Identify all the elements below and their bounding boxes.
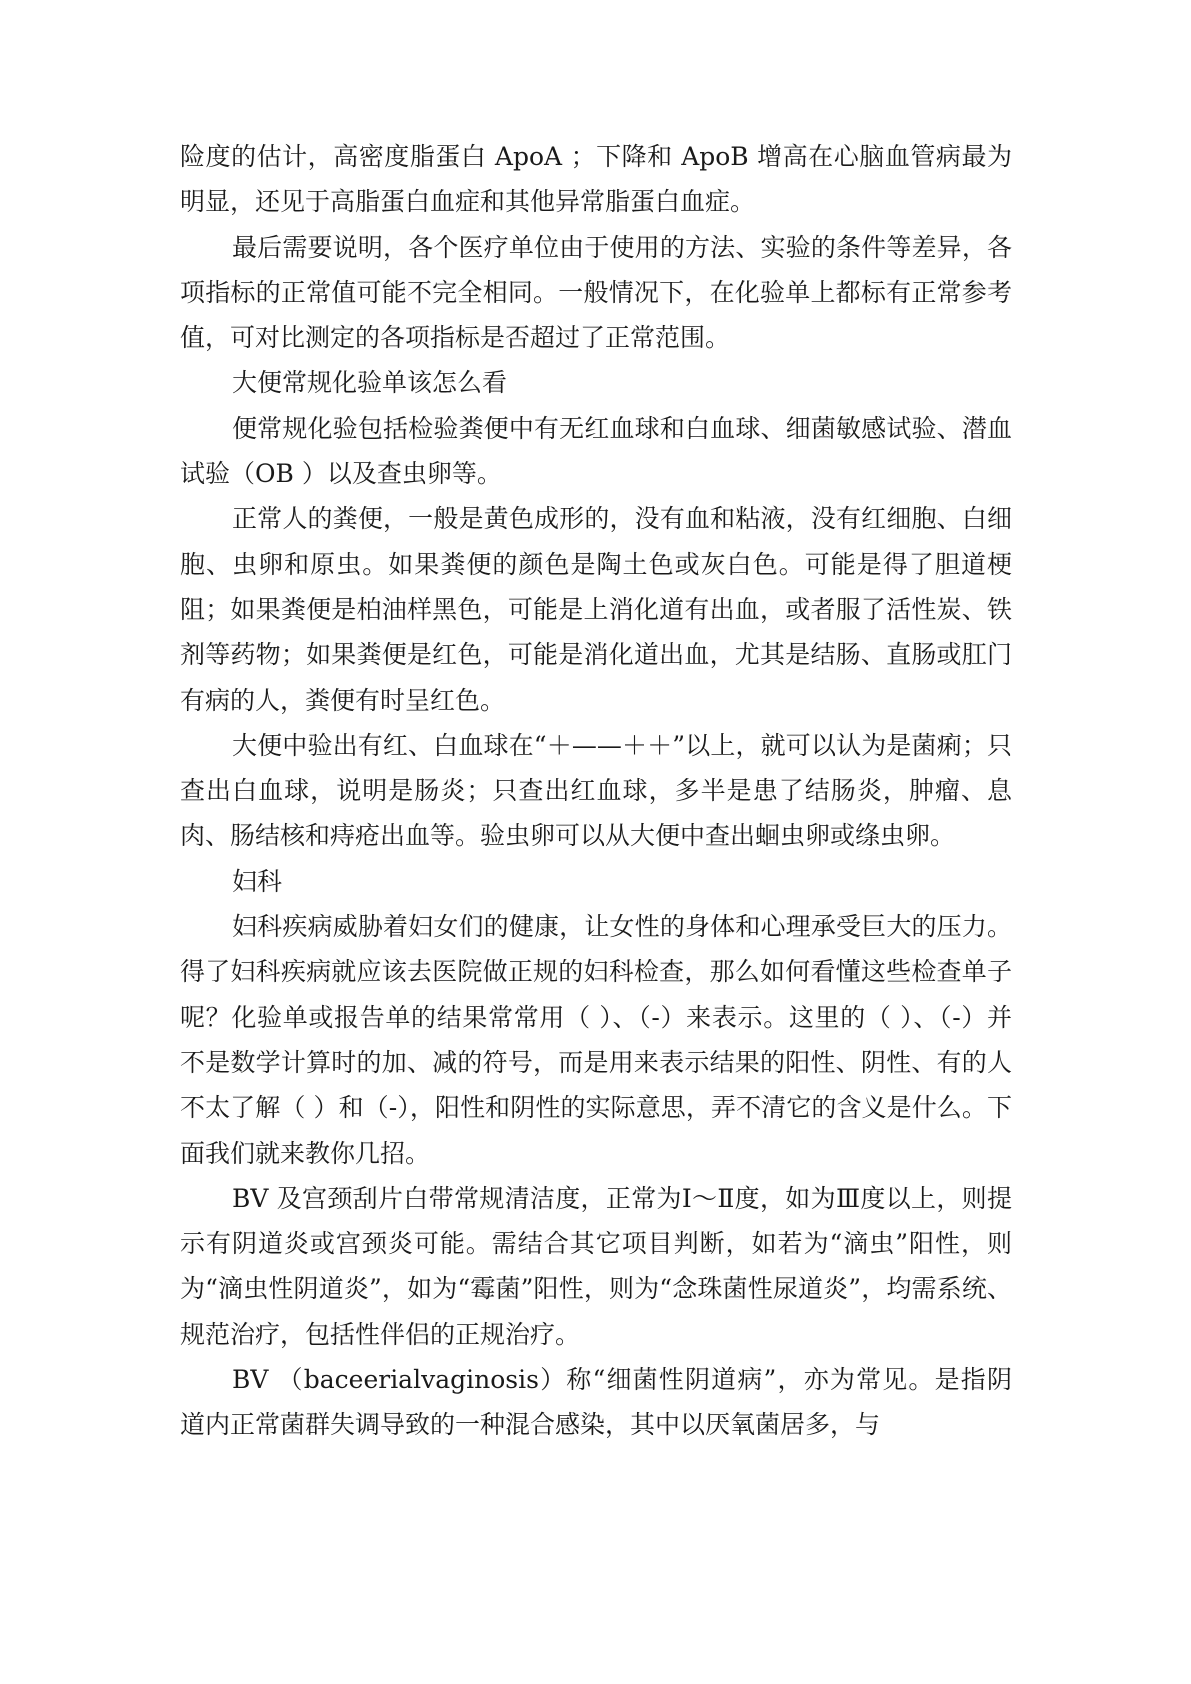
paragraph-gynecology-intro: 妇科疾病威胁着妇女们的健康，让女性的身体和心理承受巨大的压力。得了妇科疾病就应该去医院做正规的妇科检查，那么如何看懂这些检查单子呢？化验单或报告单的结果常常用（ ）、（-）来表示。这里的（ ）、（-）并不是数学计算时的加、减的符号，而是用来表示结果的阳性、阴性、有的人不太了解（ ）和（-），阳性和阴性的实际意思，弄不清它的含义是什么。下面我们就来教你几招。 <box>180 912 1012 1168</box>
paragraph-bv-cleanliness: BV 及宫颈刮片白带常规清洁度，正常为Ⅰ～Ⅱ度，如为Ⅲ度以上，则提示有阴道炎或宫颈炎可能。需结合其它项目判断，如若为“滴虫”阳性，则为“滴虫性阴道炎”，如为“霉菌”阳性，则为“念珠菌性尿道炎”，均需系统、规范治疗，包括性伴侣的正规治疗。 <box>180 1183 1012 1349</box>
paragraph-stool-blood-cells: 大便中验出有红、白血球在“＋——＋＋”以上，就可以认为是菌痢；只查出白血球，说明是肠炎；只查出红血球，多半是患了结肠炎，肿瘤、息肉、肠结核和痔疮出血等。验虫卵可以从大便中查出蛔虫卵或绦虫卵。 <box>180 730 1012 851</box>
section-heading-stool-test: 大便常规化验单该怎么看 <box>232 368 508 398</box>
paragraph-bacterial-vaginosis: BV （baceerialvaginosis）称“细菌性阴道病”，亦为常见。是指阴道内正常菌群失调导致的一种混合感染，其中以厌氧菌居多，与 <box>180 1365 1012 1440</box>
paragraph-stool-test-contents: 便常规化验包括检验粪便中有无红血球和白血球、细菌敏感试验、潜血试验（OB ）以及查虫卵等。 <box>180 413 1012 489</box>
paragraph-reference-values-note: 最后需要说明，各个医疗单位由于使用的方法、实验的条件等差异，各项指标的正常值可能不完全相同。一般情况下，在化验单上都标有正常参考值，可对比测定的各项指标是否超过了正常范围。 <box>180 232 1012 353</box>
paragraph-normal-stool: 正常人的粪便，一般是黄色成形的，没有血和粘液，没有红细胞、白细胞、虫卵和原虫。如果粪便的颜色是陶土色或灰白色。可能是得了胆道梗阻；如果粪便是柏油样黑色，可能是上消化道有出血，或者服了活性炭、铁剂等药物；如果粪便是红色，可能是消化道出血，尤其是结肠、直肠或肛门有病的人，粪便有时呈红色。 <box>180 504 1012 715</box>
section-heading-gynecology: 妇科 <box>232 866 283 896</box>
paragraph-apo-continuation: 险度的估计，高密度脂蛋白 ApoA ；下降和 ApoB 增高在心脑血管病最为明显，还见于高脂蛋白血症和其他异常脂蛋白血症。 <box>180 142 1012 217</box>
document-body <box>180 134 1012 1448</box>
